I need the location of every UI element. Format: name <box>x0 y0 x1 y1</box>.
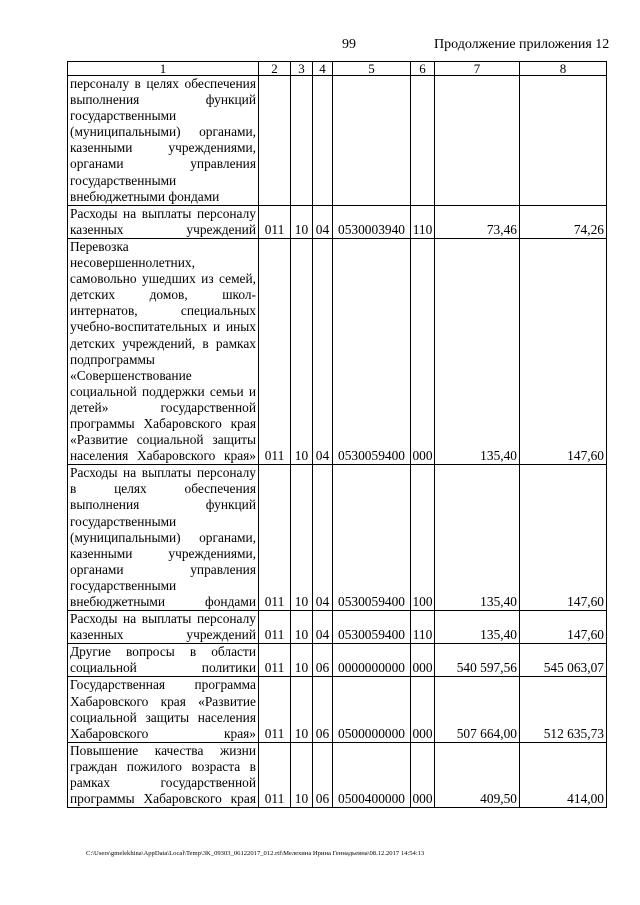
subsection-code: 04 <box>313 205 333 238</box>
ministry-code: 011 <box>259 465 291 611</box>
target-article-code: 0530003940 <box>333 205 411 238</box>
document-path-footer: C:\Users\gmelekhina\AppData\Local\Temp\3K_09303_06122017_012.rtf\Мелехина Ирина Геннадьевна\08.12.2017 14:54:13 <box>86 850 425 857</box>
row-description: персоналу в целях обеспечения выполнения функций государственными (муниципальными) органами, казенными учреждениями, органами управления государственными внебюджетными фондами <box>68 76 259 206</box>
amount-year-2: 147,60 <box>520 238 607 464</box>
amount-year-2: 74,26 <box>520 205 607 238</box>
continuation-title: Продолжение приложения 12 <box>434 37 610 52</box>
page-number: 99 <box>342 37 356 52</box>
subsection-code: 06 <box>313 742 333 807</box>
target-article-code: 0500400000 <box>333 742 411 807</box>
table-row <box>68 742 607 807</box>
section-code: 10 <box>291 677 313 742</box>
row-description: Перевозка несовершеннолетних, самовольно ушедших из семей, детских домов, школ-интернатов, специальных учебно-воспитательных и иных детских учреждений, в рамках подпрограммы «Совершенствование социальной поддержки семьи и детей» государственной программы Хабаровского края «Развитие социальной защиты населения Хабаровского края» <box>68 238 259 464</box>
section-code: 10 <box>291 238 313 464</box>
amount-year-2: 545 063,07 <box>520 644 607 677</box>
ministry-code: 011 <box>259 238 291 464</box>
amount-year-2: 414,00 <box>520 742 607 807</box>
subsection-code: 04 <box>313 611 333 644</box>
row-description: Расходы на выплаты персоналу в целях обеспечения выполнения функций государственными (муниципальными) органами, казенными учреждениями, органами управления государственными внебюджетными фондами <box>68 465 259 611</box>
table-row <box>68 205 607 238</box>
amount-year-1: 73,46 <box>435 205 520 238</box>
target-article-code <box>333 76 411 206</box>
expense-type-code: 100 <box>411 465 435 611</box>
table-row <box>68 677 607 742</box>
amount-year-1: 135,40 <box>435 238 520 464</box>
expense-type-code <box>411 76 435 206</box>
expense-type-code: 000 <box>411 644 435 677</box>
section-code: 10 <box>291 205 313 238</box>
row-description: Другие вопросы в области социальной политики <box>68 644 259 677</box>
section-code: 10 <box>291 611 313 644</box>
section-code: 10 <box>291 644 313 677</box>
ministry-code: 011 <box>259 644 291 677</box>
target-article-code: 0530059400 <box>333 465 411 611</box>
ministry-code: 011 <box>259 742 291 807</box>
target-article-code: 0530059400 <box>333 238 411 464</box>
col-header-6: 6 <box>411 62 435 76</box>
amount-year-1: 507 664,00 <box>435 677 520 742</box>
table-row <box>68 76 607 206</box>
amount-year-1: 135,40 <box>435 465 520 611</box>
subsection-code: 04 <box>313 238 333 464</box>
amount-year-2: 147,60 <box>520 611 607 644</box>
expense-type-code: 110 <box>411 205 435 238</box>
col-header-4: 4 <box>313 62 333 76</box>
amount-year-2: 147,60 <box>520 465 607 611</box>
target-article-code: 0000000000 <box>333 644 411 677</box>
table-row <box>68 465 607 611</box>
ministry-code: 011 <box>259 205 291 238</box>
subsection-code: 06 <box>313 644 333 677</box>
amount-year-1 <box>435 76 520 206</box>
amount-year-1: 540 597,56 <box>435 644 520 677</box>
target-article-code: 0500000000 <box>333 677 411 742</box>
expense-type-code: 000 <box>411 677 435 742</box>
expense-type-code: 000 <box>411 238 435 464</box>
amount-year-1: 135,40 <box>435 611 520 644</box>
ministry-code: 011 <box>259 611 291 644</box>
table-row <box>68 238 607 464</box>
amount-year-2: 512 635,73 <box>520 677 607 742</box>
section-code: 10 <box>291 742 313 807</box>
col-header-5: 5 <box>333 62 411 76</box>
table-row <box>68 611 607 644</box>
subsection-code: 06 <box>313 677 333 742</box>
col-header-8: 8 <box>520 62 607 76</box>
expense-type-code: 110 <box>411 611 435 644</box>
section-code: 10 <box>291 465 313 611</box>
target-article-code: 0530059400 <box>333 611 411 644</box>
col-header-2: 2 <box>259 62 291 76</box>
row-description: Повышение качества жизни граждан пожилого возраста в рамках государственной программы Хабаровского края <box>68 742 259 807</box>
row-description: Расходы на выплаты персоналу казенных учреждений <box>68 611 259 644</box>
table-row <box>68 644 607 677</box>
amount-year-1: 409,50 <box>435 742 520 807</box>
col-header-3: 3 <box>291 62 313 76</box>
section-code <box>291 76 313 206</box>
ministry-code <box>259 76 291 206</box>
subsection-code: 04 <box>313 465 333 611</box>
subsection-code <box>313 76 333 206</box>
ministry-code: 011 <box>259 677 291 742</box>
col-header-1: 1 <box>68 62 259 76</box>
amount-year-2 <box>520 76 607 206</box>
col-header-7: 7 <box>435 62 520 76</box>
column-number-row <box>68 62 607 76</box>
row-description: Государственная программа Хабаровского края «Развитие социальной защиты населения Хабаровского края» <box>68 677 259 742</box>
expense-type-code: 000 <box>411 742 435 807</box>
budget-table <box>67 61 607 808</box>
row-description: Расходы на выплаты персоналу казенных учреждений <box>68 205 259 238</box>
